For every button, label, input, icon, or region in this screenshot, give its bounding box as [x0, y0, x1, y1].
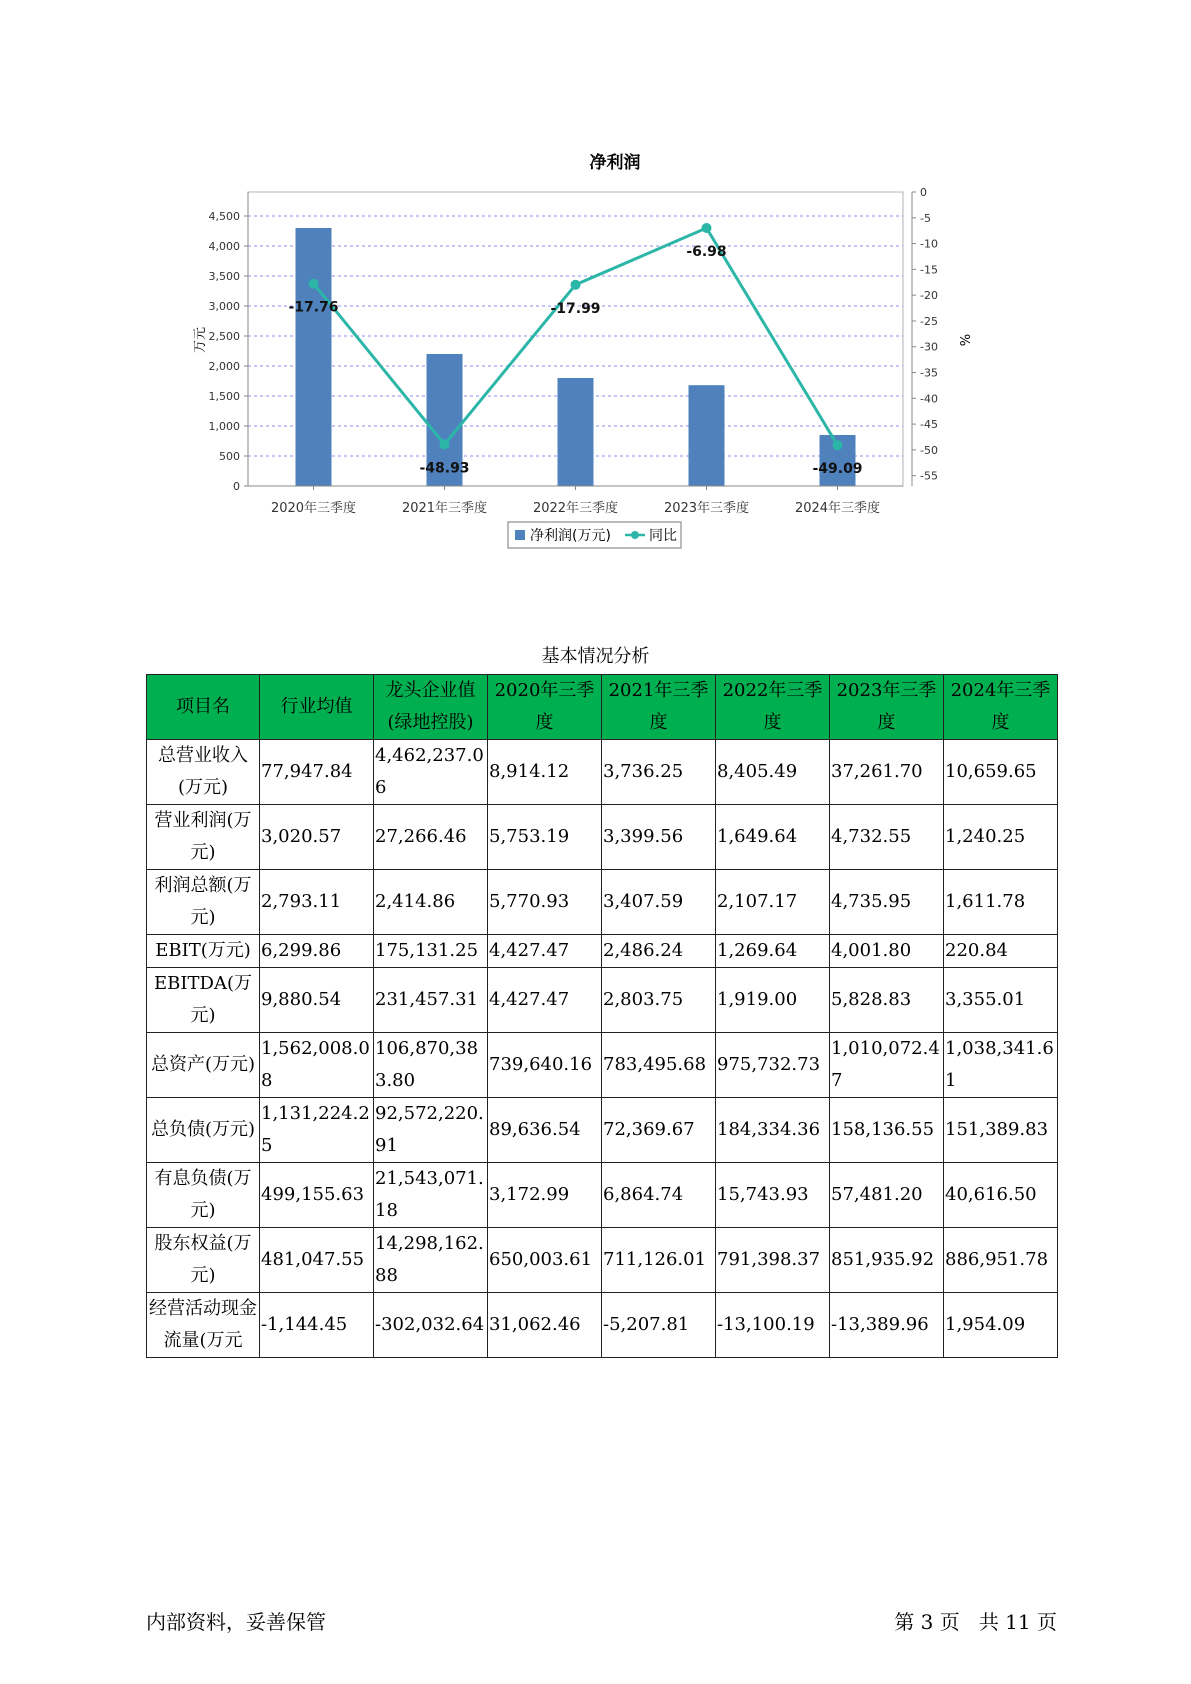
left-tick-label: 2,500 — [208, 330, 240, 343]
row-label-cell: 利润总额(万元) — [147, 870, 260, 935]
table-cell: 4,735.95 — [830, 870, 944, 935]
header-cell: 行业均值 — [260, 675, 374, 740]
table-cell: 739,640.16 — [488, 1033, 602, 1098]
header-cell: 2023年三季度 — [830, 675, 944, 740]
table-cell: 1,010,072.47 — [830, 1033, 944, 1098]
left-tick-label: 4,500 — [208, 210, 240, 223]
left-tick-label: 2,000 — [208, 360, 240, 373]
table-cell: 1,919.00 — [716, 968, 830, 1033]
bar — [296, 228, 332, 486]
right-tick-label: -20 — [920, 289, 938, 303]
table-cell: -5,207.81 — [602, 1293, 716, 1358]
table-cell: 2,414.86 — [374, 870, 488, 935]
row-label-cell: EBITDA(万元) — [147, 968, 260, 1033]
table-cell: 6,299.86 — [260, 935, 374, 968]
left-tick-label: 0 — [233, 480, 240, 493]
table-cell: 3,355.01 — [944, 968, 1058, 1033]
row-label-cell: 总负债(万元) — [147, 1098, 260, 1163]
table-cell: 231,457.31 — [374, 968, 488, 1033]
table-cell: 711,126.01 — [602, 1228, 716, 1293]
yoy-point — [833, 440, 843, 450]
right-tick-label: -35 — [920, 366, 938, 380]
right-tick-label: -55 — [920, 469, 938, 483]
table-cell: 92,572,220.91 — [374, 1098, 488, 1163]
table-row — [147, 1033, 1058, 1098]
y2-axis-title: % — [956, 333, 971, 347]
table-cell: 77,947.84 — [260, 740, 374, 805]
table-cell: 8,405.49 — [716, 740, 830, 805]
yoy-point — [309, 279, 319, 289]
table-cell: 1,240.25 — [944, 805, 1058, 870]
table-row — [147, 1098, 1058, 1163]
left-tick-label: 3,500 — [208, 270, 240, 283]
table-cell: 10,659.65 — [944, 740, 1058, 805]
table-cell: 14,298,162.88 — [374, 1228, 488, 1293]
bar — [558, 378, 594, 486]
table-row — [147, 1163, 1058, 1228]
category-label: 2020年三季度 — [270, 501, 357, 516]
row-label-cell: 经营活动现金流量(万元 — [147, 1293, 260, 1358]
header-cell: 龙头企业值(绿地控股) — [374, 675, 488, 740]
table-cell: 3,020.57 — [260, 805, 374, 870]
left-tick-label: 500 — [219, 450, 240, 463]
table-cell: -13,389.96 — [830, 1293, 944, 1358]
table-cell: 499,155.63 — [260, 1163, 374, 1228]
left-tick-label: 1,500 — [208, 390, 240, 403]
table-cell: 72,369.67 — [602, 1098, 716, 1163]
table-row — [147, 968, 1058, 1033]
table-cell: 975,732.73 — [716, 1033, 830, 1098]
table-cell: 9,880.54 — [260, 968, 374, 1033]
row-label-cell: 总营业收入(万元) — [147, 740, 260, 805]
right-tick-label: -5 — [920, 211, 931, 225]
row-label-cell: 股东权益(万元) — [147, 1228, 260, 1293]
table-cell: 2,107.17 — [716, 870, 830, 935]
category-axis — [248, 486, 903, 516]
table-cell: 5,770.93 — [488, 870, 602, 935]
table-cell: 3,407.59 — [602, 870, 716, 935]
table-cell: 791,398.37 — [716, 1228, 830, 1293]
table-cell: 158,136.55 — [830, 1098, 944, 1163]
table-cell: 2,803.75 — [602, 968, 716, 1033]
table-cell: 2,486.24 — [602, 935, 716, 968]
table-row — [147, 870, 1058, 935]
left-axis — [209, 192, 249, 493]
right-tick-label: -45 — [920, 418, 938, 432]
row-label-cell: EBIT(万元) — [147, 935, 260, 968]
table-row — [147, 1228, 1058, 1293]
table-cell: 1,954.09 — [944, 1293, 1058, 1358]
table-cell: 1,649.64 — [716, 805, 830, 870]
table-cell: 31,062.46 — [488, 1293, 602, 1358]
chart-canvas — [160, 140, 1020, 600]
table-cell: 89,636.54 — [488, 1098, 602, 1163]
bar — [689, 385, 725, 486]
table-cell: -13,100.19 — [716, 1293, 830, 1358]
data-label: -48.93 — [419, 460, 470, 477]
table-cell: 783,495.68 — [602, 1033, 716, 1098]
table-cell: 1,269.64 — [716, 935, 830, 968]
table-cell: 4,462,237.06 — [374, 740, 488, 805]
table-cell: 5,753.19 — [488, 805, 602, 870]
table-cell: 15,743.93 — [716, 1163, 830, 1228]
table-cell: 40,616.50 — [944, 1163, 1058, 1228]
yoy-point — [571, 280, 581, 290]
chart-title: 净利润 — [589, 153, 641, 173]
table-cell: 21,543,071.18 — [374, 1163, 488, 1228]
category-label: 2022年三季度 — [532, 501, 619, 516]
table-cell: 851,935.92 — [830, 1228, 944, 1293]
footer-page-number: 第 3 页 共 11 页 — [894, 1610, 1057, 1634]
table-cell: 106,870,383.80 — [374, 1033, 488, 1098]
right-tick-label: -25 — [920, 314, 938, 328]
table-cell: 6,864.74 — [602, 1163, 716, 1228]
row-label-cell: 营业利润(万元) — [147, 805, 260, 870]
y-axis-title: 万元 — [193, 326, 208, 354]
yoy-point — [702, 223, 712, 233]
header-cell: 2020年三季度 — [488, 675, 602, 740]
table-row — [147, 1293, 1058, 1358]
table-cell: 1,611.78 — [944, 870, 1058, 935]
table-body — [147, 740, 1058, 1358]
table-cell: 3,736.25 — [602, 740, 716, 805]
right-tick-label: -40 — [920, 392, 938, 406]
right-axis — [912, 186, 938, 486]
category-label: 2021年三季度 — [401, 501, 488, 516]
right-tick-label: -15 — [920, 263, 938, 277]
table-cell: 4,001.80 — [830, 935, 944, 968]
table-cell: 4,732.55 — [830, 805, 944, 870]
row-label-cell: 有息负债(万元) — [147, 1163, 260, 1228]
table-cell: 1,038,341.61 — [944, 1033, 1058, 1098]
table-cell: 4,427.47 — [488, 935, 602, 968]
table-cell: 1,131,224.25 — [260, 1098, 374, 1163]
table-cell: 57,481.20 — [830, 1163, 944, 1228]
table-cell: 3,399.56 — [602, 805, 716, 870]
table-cell: 220.84 — [944, 935, 1058, 968]
table-cell: 3,172.99 — [488, 1163, 602, 1228]
table-title: 基本情况分析 — [541, 646, 650, 667]
category-label: 2023年三季度 — [663, 501, 750, 516]
footer-confidential: 内部资料，妥善保管 — [146, 1610, 326, 1634]
row-label-cell: 总资产(万元) — [147, 1033, 260, 1098]
table-cell: -1,144.45 — [260, 1293, 374, 1358]
table-cell: 37,261.70 — [830, 740, 944, 805]
table-cell: 4,427.47 — [488, 968, 602, 1033]
table-cell: 151,389.83 — [944, 1098, 1058, 1163]
table-cell: 175,131.25 — [374, 935, 488, 968]
left-tick-label: 4,000 — [208, 240, 240, 253]
table-row — [147, 935, 1058, 968]
legend-bar-label: 净利润(万元) — [530, 528, 611, 544]
right-tick-label: -10 — [920, 237, 938, 251]
header-cell: 2024年三季度 — [944, 675, 1058, 740]
right-tick-label: 0 — [920, 186, 927, 199]
header-cell: 2022年三季度 — [716, 675, 830, 740]
table-cell: 481,047.55 — [260, 1228, 374, 1293]
table-cell: 8,914.12 — [488, 740, 602, 805]
header-row — [147, 675, 1058, 740]
legend-bar-swatch — [515, 530, 525, 540]
table-cell: 5,828.83 — [830, 968, 944, 1033]
net-profit-chart — [160, 140, 1020, 600]
legend — [508, 522, 681, 548]
table-cell: 650,003.61 — [488, 1228, 602, 1293]
left-tick-label: 3,000 — [208, 300, 240, 313]
header-cell: 项目名 — [147, 675, 260, 740]
left-tick-label: 1,000 — [208, 420, 240, 433]
table-cell: 184,334.36 — [716, 1098, 830, 1163]
table-cell: 886,951.78 — [944, 1228, 1058, 1293]
header-cell: 2021年三季度 — [602, 675, 716, 740]
right-tick-label: -50 — [920, 443, 938, 457]
data-label: -17.99 — [550, 300, 601, 317]
table-row — [147, 740, 1058, 805]
table-row — [147, 805, 1058, 870]
table-cell: -302,032.64 — [374, 1293, 488, 1358]
legend-line-label: 同比 — [649, 528, 677, 544]
table-cell: 2,793.11 — [260, 870, 374, 935]
table-cell: 27,266.46 — [374, 805, 488, 870]
table-cell: 1,562,008.08 — [260, 1033, 374, 1098]
right-tick-label: -30 — [920, 340, 938, 354]
category-label: 2024年三季度 — [794, 501, 881, 516]
basic-analysis-table — [146, 674, 1058, 1358]
data-label: -6.98 — [686, 244, 727, 261]
yoy-point — [440, 439, 450, 449]
data-label: -17.76 — [288, 299, 339, 316]
data-label: -49.09 — [812, 461, 863, 478]
legend-line-marker — [631, 531, 639, 539]
